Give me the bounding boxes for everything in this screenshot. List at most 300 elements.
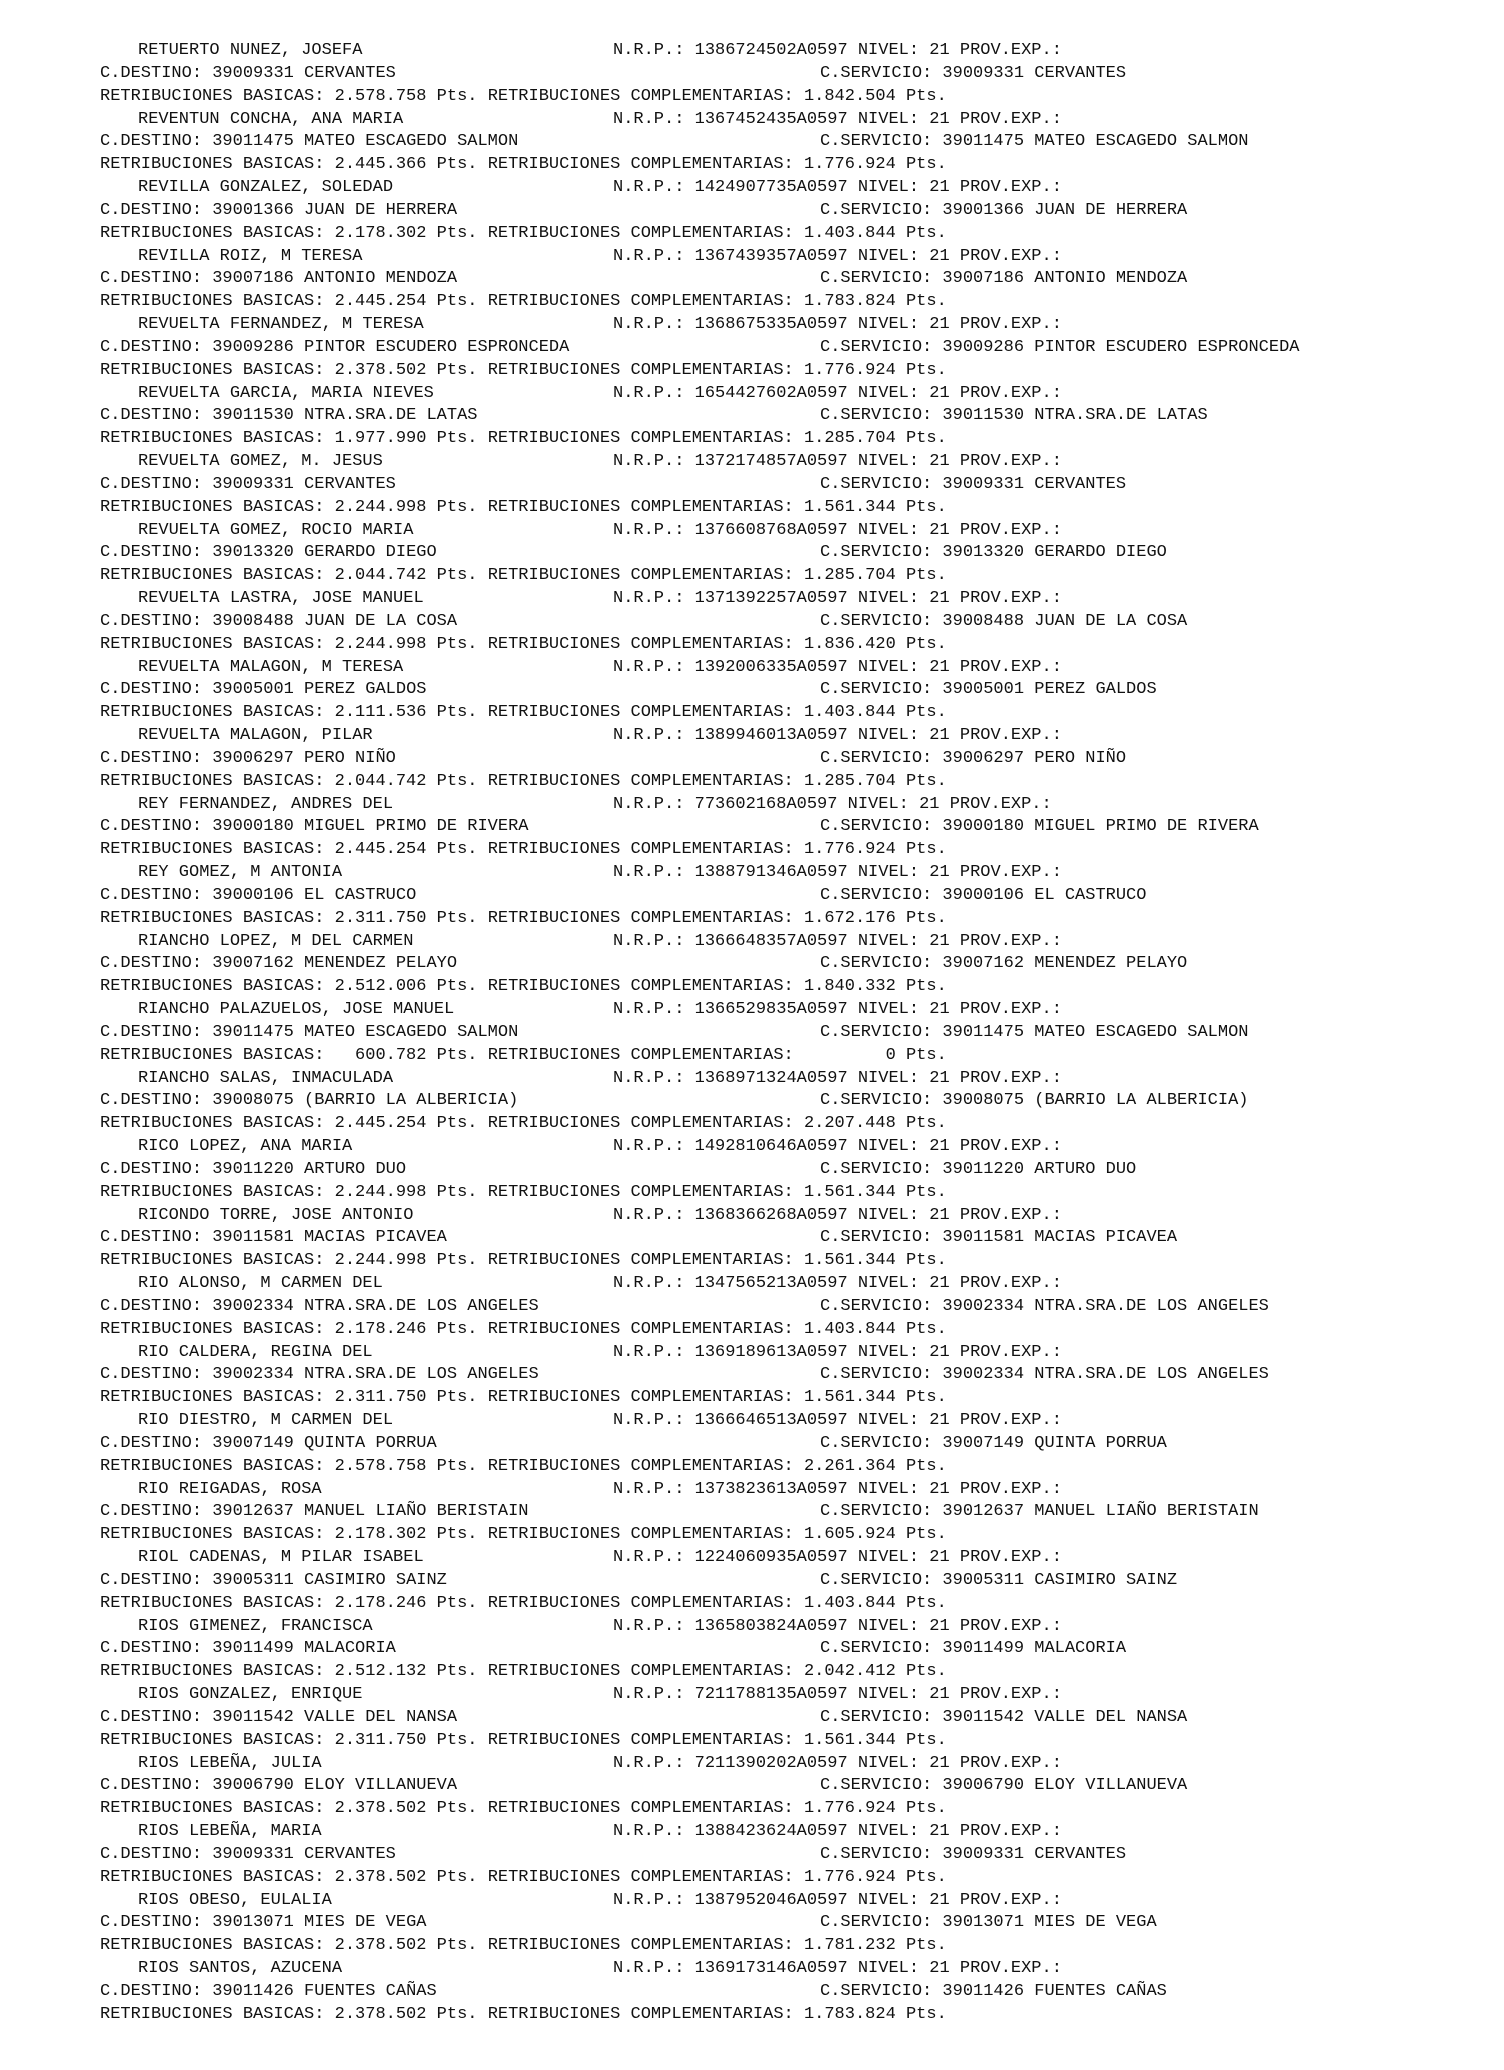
complementarias-label: RETRIBUCIONES COMPLEMENTARIAS:: [487, 1799, 794, 1819]
servicio-line: [820, 474, 1126, 496]
servicio-label: C.SERVICIO:: [820, 1844, 933, 1864]
nivel-label: NIVEL:: [857, 383, 920, 403]
destino-value: 39013071 MIES DE VEGA: [212, 1913, 427, 1933]
staff-name: RETUERTO NUNEZ, JOSEFA: [138, 41, 363, 60]
servicio-line: [820, 1912, 1157, 1934]
nrp-value: 1366529835A0597: [694, 1000, 848, 1019]
staff-record: [100, 177, 1480, 246]
complementarias-label: RETRIBUCIONES COMPLEMENTARIAS:: [487, 1662, 794, 1682]
nrp-value: 1368366268A0597: [694, 1205, 848, 1225]
destino-label: C.DESTINO:: [100, 269, 203, 289]
pts-unit: Pts.: [905, 1867, 947, 1887]
complementarias-label: RETRIBUCIONES COMPLEMENTARIAS:: [487, 429, 794, 449]
destino-value: 39011542 VALLE DEL NANSA: [212, 1707, 458, 1727]
staff-record: [100, 520, 1480, 589]
pts-unit: Pts.: [436, 360, 478, 380]
nrp-level-line: [613, 177, 1062, 199]
complementarias-label: RETRIBUCIONES COMPLEMENTARIAS:: [487, 2004, 794, 2024]
servicio-label: C.SERVICIO:: [820, 1433, 933, 1453]
complementarias-label: RETRIBUCIONES COMPLEMENTARIAS:: [487, 1525, 794, 1545]
servicio-line: [820, 1570, 1177, 1592]
servicio-value: 39011499 MALACORIA: [942, 1639, 1127, 1659]
nivel-value: 21: [929, 1959, 950, 1978]
destino-label: C.DESTINO:: [100, 1159, 203, 1179]
pts-unit: Pts.: [905, 908, 947, 928]
nrp-level-line: [613, 1410, 1062, 1432]
retribuciones-line: [100, 1867, 947, 1889]
prov-exp-label: PROV.EXP.:: [959, 246, 1062, 266]
nivel-value: 21: [929, 1890, 950, 1910]
nrp-label: N.R.P.:: [613, 1753, 685, 1773]
prov-exp-label: PROV.EXP.:: [959, 1205, 1062, 1225]
pts-unit: Pts.: [436, 429, 478, 449]
nivel-label: NIVEL:: [857, 246, 920, 266]
nrp-label: N.R.P.:: [613, 657, 685, 677]
staff-record: [100, 657, 1480, 726]
nrp-level-line: [613, 725, 1062, 747]
complementarias-value: 1.403.844: [803, 703, 896, 723]
basicas-value: 1.977.990: [334, 429, 427, 449]
pts-unit: Pts.: [436, 1730, 478, 1750]
nivel-value: 21: [929, 1137, 950, 1156]
nivel-label: NIVEL:: [857, 109, 920, 129]
nivel-label: NIVEL:: [857, 1000, 920, 1019]
nrp-value: 1224060935A0597: [694, 1548, 848, 1567]
complementarias-value: 1.605.924: [803, 1525, 896, 1545]
complementarias-value: 1.776.924: [803, 155, 896, 175]
destino-label: C.DESTINO:: [100, 63, 203, 83]
complementarias-value: 1.285.704: [803, 771, 896, 791]
nrp-label: N.R.P.:: [613, 41, 685, 60]
nrp-value: 1367452435A0597: [694, 109, 848, 129]
servicio-label: C.SERVICIO:: [820, 1776, 933, 1796]
destino-label: C.DESTINO:: [100, 1365, 203, 1385]
retribuciones-line: [100, 1387, 947, 1409]
nivel-label: NIVEL:: [857, 1137, 920, 1156]
staff-record: [100, 1753, 1480, 1822]
nrp-level-line: [613, 1205, 1062, 1227]
nivel-label: NIVEL:: [847, 794, 909, 814]
staff-name: RIOS GIMENEZ, FRANCISCA: [138, 1616, 373, 1636]
servicio-line: [820, 1775, 1187, 1797]
nrp-level-line: [613, 1821, 1062, 1843]
pts-unit: Pts.: [905, 155, 947, 175]
prov-exp-label: PROV.EXP.:: [959, 1685, 1062, 1704]
nivel-label: NIVEL:: [857, 1685, 920, 1704]
pts-unit: Pts.: [436, 1662, 478, 1682]
nrp-label: N.R.P.:: [613, 726, 685, 745]
destino-line: [100, 1090, 518, 1112]
nrp-level-line: [613, 588, 1062, 610]
servicio-line: [820, 1981, 1167, 2003]
destino-line: [100, 1227, 447, 1249]
servicio-line: [820, 1501, 1259, 1523]
destino-value: 39006297 PERO NIÑO: [212, 748, 396, 768]
complementarias-label: RETRIBUCIONES COMPLEMENTARIAS:: [487, 908, 794, 928]
retribuciones-line: [100, 1113, 947, 1135]
retribuciones-line: [100, 86, 947, 108]
destino-value: 39011475 MATEO ESCAGEDO SALMON: [212, 1022, 519, 1042]
pts-unit: Pts.: [905, 566, 947, 586]
staff-name: REVUELTA LASTRA, JOSE MANUEL: [138, 589, 424, 608]
nivel-label: NIVEL:: [857, 1822, 920, 1841]
pts-unit: Pts.: [905, 497, 947, 517]
servicio-value: 39000180 MIGUEL PRIMO DE RIVERA: [942, 817, 1259, 837]
basicas-value: 2.445.366: [334, 155, 427, 175]
pts-unit: Pts.: [436, 1182, 478, 1202]
staff-record: [100, 1821, 1480, 1890]
servicio-value: 39011220 ARTURO DUO: [942, 1159, 1137, 1179]
pts-unit: Pts.: [905, 1182, 947, 1202]
complementarias-value: 1.561.344: [803, 1730, 896, 1750]
complementarias-value: 1.842.504: [803, 86, 896, 106]
retribuciones-line: [100, 428, 947, 450]
nrp-level-line: [613, 931, 1062, 953]
nrp-level-line: [613, 1753, 1062, 1775]
basicas-label: RETRIBUCIONES BASICAS:: [100, 360, 325, 380]
pts-unit: Pts.: [905, 1730, 947, 1750]
nrp-label: N.R.P.:: [613, 1000, 685, 1019]
complementarias-value: 1.285.704: [803, 429, 896, 449]
servicio-value: 39005001 PEREZ GALDOS: [942, 680, 1157, 700]
staff-name: RIOS GONZALEZ, ENRIQUE: [138, 1685, 363, 1704]
nivel-value: 21: [929, 315, 950, 334]
destino-value: 39000106 EL CASTRUCO: [212, 885, 417, 905]
destino-label: C.DESTINO:: [100, 1776, 203, 1796]
nrp-value: 1366646513A0597: [694, 1411, 848, 1430]
destino-line: [100, 542, 437, 564]
pts-unit: Pts.: [905, 1936, 947, 1956]
retribuciones-line: [100, 1182, 947, 1204]
destino-value: 39012637 MANUEL LIAÑO BERISTAIN: [212, 1502, 529, 1522]
retribuciones-line: [100, 634, 947, 656]
nivel-value: 21: [929, 931, 950, 951]
destino-value: 39011475 MATEO ESCAGEDO SALMON: [212, 132, 519, 152]
basicas-value: 2.445.254: [334, 292, 427, 312]
retribuciones-line: [100, 1319, 947, 1341]
nrp-value: 1389946013A0597: [694, 726, 848, 745]
staff-name: REVUELTA GOMEZ, M. JESUS: [138, 452, 383, 471]
nivel-value: 21: [929, 41, 950, 60]
destino-line: [100, 337, 569, 359]
staff-name: REVUELTA MALAGON, M TERESA: [138, 657, 404, 677]
pts-unit: Pts.: [436, 1525, 478, 1545]
destino-label: C.DESTINO:: [100, 1502, 203, 1522]
nrp-value: 1347565213A0597: [694, 1274, 848, 1293]
retribuciones-line: [100, 223, 947, 245]
nivel-label: NIVEL:: [857, 1479, 920, 1499]
nivel-value: 21: [929, 1342, 950, 1362]
pts-unit: Pts.: [905, 1662, 947, 1682]
servicio-label: C.SERVICIO:: [820, 954, 933, 974]
staff-name: RIOS SANTOS, AZUCENA: [138, 1959, 343, 1978]
staff-record: [100, 1136, 1480, 1205]
servicio-line: [820, 1364, 1269, 1386]
prov-exp-label: PROV.EXP.:: [949, 794, 1052, 814]
complementarias-value: 1.783.824: [803, 292, 896, 312]
pts-unit: Pts.: [436, 1799, 478, 1819]
servicio-line: [820, 1090, 1248, 1112]
destino-line: [100, 1775, 457, 1797]
destino-line: [100, 131, 518, 153]
servicio-line: [820, 611, 1187, 633]
pts-unit: Pts.: [436, 1936, 478, 1956]
retribuciones-line: [100, 908, 947, 930]
prov-exp-label: PROV.EXP.:: [959, 726, 1062, 745]
servicio-line: [820, 268, 1187, 290]
basicas-label: RETRIBUCIONES BASICAS:: [100, 1525, 325, 1545]
servicio-value: 39005311 CASIMIRO SAINZ: [942, 1570, 1178, 1590]
nrp-label: N.R.P.:: [613, 1959, 685, 1978]
destino-value: 39011426 FUENTES CAÑAS: [212, 1981, 437, 2001]
staff-record: [100, 383, 1480, 452]
destino-line: [100, 748, 396, 770]
destino-label: C.DESTINO:: [100, 1844, 203, 1864]
servicio-label: C.SERVICIO:: [820, 680, 933, 700]
prov-exp-label: PROV.EXP.:: [959, 452, 1062, 471]
nivel-label: NIVEL:: [857, 520, 920, 540]
basicas-value: 2.578.758: [334, 1456, 427, 1476]
pts-unit: Pts.: [436, 1319, 478, 1339]
record-list: [100, 40, 1480, 2027]
servicio-line: [820, 748, 1126, 770]
nivel-value: 21: [929, 1068, 950, 1088]
servicio-value: 39008488 JUAN DE LA COSA: [942, 611, 1188, 631]
prov-exp-label: PROV.EXP.:: [959, 41, 1062, 60]
destino-line: [100, 679, 426, 701]
staff-name: RIANCHO PALAZUELOS, JOSE MANUEL: [138, 1000, 455, 1019]
nivel-label: NIVEL:: [857, 1411, 920, 1430]
retribuciones-line: [100, 1524, 947, 1546]
basicas-label: RETRIBUCIONES BASICAS:: [100, 977, 325, 997]
destino-line: [100, 1981, 437, 2003]
prov-exp-label: PROV.EXP.:: [959, 1274, 1062, 1293]
nrp-label: N.R.P.:: [613, 383, 685, 403]
destino-label: C.DESTINO:: [100, 1433, 203, 1453]
complementarias-label: RETRIBUCIONES COMPLEMENTARIAS:: [487, 1730, 794, 1750]
prov-exp-label: PROV.EXP.:: [959, 1342, 1062, 1362]
basicas-value: 2.378.502: [334, 1936, 427, 1956]
nrp-level-line: [613, 451, 1062, 473]
destino-label: C.DESTINO:: [100, 885, 203, 905]
basicas-label: RETRIBUCIONES BASICAS:: [100, 497, 325, 517]
servicio-value: 39009331 CERVANTES: [942, 1844, 1127, 1864]
staff-name: REVILLA ROIZ, M TERESA: [138, 246, 363, 266]
pts-unit: Pts.: [436, 292, 478, 312]
servicio-line: [820, 1296, 1269, 1318]
basicas-value: 2.178.302: [334, 1525, 427, 1545]
servicio-value: 39007162 MENENDEZ PELAYO: [942, 954, 1188, 974]
destino-line: [100, 405, 477, 427]
nivel-value: 21: [929, 383, 950, 403]
prov-exp-label: PROV.EXP.:: [959, 1616, 1062, 1636]
basicas-label: RETRIBUCIONES BASICAS:: [100, 155, 325, 175]
retribuciones-line: [100, 976, 947, 998]
nivel-label: NIVEL:: [857, 1068, 920, 1088]
destino-value: 39001366 JUAN DE HERRERA: [212, 200, 458, 220]
nrp-label: N.R.P.:: [613, 452, 685, 471]
complementarias-value: 1.776.924: [803, 840, 896, 860]
servicio-label: C.SERVICIO:: [820, 1639, 933, 1659]
nrp-label: N.R.P.:: [613, 589, 685, 608]
complementarias-value: 1.403.844: [803, 1593, 896, 1613]
pts-unit: Pts.: [436, 977, 478, 997]
basicas-value: 600.782: [334, 1045, 427, 1065]
pts-unit: Pts.: [436, 1251, 478, 1271]
destino-label: C.DESTINO:: [100, 474, 203, 494]
destino-label: C.DESTINO:: [100, 680, 203, 700]
destino-label: C.DESTINO:: [100, 1570, 203, 1590]
staff-name: RIOS OBESO, EULALIA: [138, 1890, 332, 1910]
servicio-value: 39009331 CERVANTES: [942, 474, 1127, 494]
pts-unit: Pts.: [436, 703, 478, 723]
servicio-value: 39012637 MANUEL LIAÑO BERISTAIN: [942, 1502, 1259, 1522]
destino-line: [100, 1364, 539, 1386]
complementarias-label: RETRIBUCIONES COMPLEMENTARIAS:: [487, 1388, 794, 1408]
nrp-value: 1388423624A0597: [694, 1822, 848, 1841]
nivel-value: 21: [929, 1205, 950, 1225]
servicio-label: C.SERVICIO:: [820, 406, 933, 426]
nrp-value: 1392006335A0597: [694, 657, 848, 677]
servicio-value: 39011530 NTRA.SRA.DE LATAS: [942, 406, 1208, 426]
complementarias-label: RETRIBUCIONES COMPLEMENTARIAS:: [487, 1936, 794, 1956]
staff-record: [100, 1479, 1480, 1548]
complementarias-label: RETRIBUCIONES COMPLEMENTARIAS:: [487, 1456, 794, 1476]
pts-unit: Pts.: [436, 1114, 478, 1134]
complementarias-value: 1.776.924: [803, 360, 896, 380]
servicio-value: 39000106 EL CASTRUCO: [942, 885, 1147, 905]
staff-record: [100, 1890, 1480, 1959]
nrp-value: 7211390202A0597: [694, 1753, 848, 1773]
servicio-label: C.SERVICIO:: [820, 1707, 933, 1727]
nrp-label: N.R.P.:: [613, 794, 685, 814]
servicio-value: 39011475 MATEO ESCAGEDO SALMON: [942, 1022, 1249, 1042]
complementarias-label: RETRIBUCIONES COMPLEMENTARIAS:: [487, 566, 794, 586]
basicas-value: 2.378.502: [334, 1867, 427, 1887]
nrp-label: N.R.P.:: [613, 109, 685, 129]
destino-label: C.DESTINO:: [100, 1913, 203, 1933]
nivel-label: NIVEL:: [857, 178, 920, 197]
destino-value: 39009331 CERVANTES: [212, 1844, 396, 1864]
nrp-level-line: [613, 314, 1062, 336]
nivel-value: 21: [929, 520, 950, 540]
destino-value: 39006790 ELOY VILLANUEVA: [212, 1776, 458, 1796]
prov-exp-label: PROV.EXP.:: [959, 863, 1062, 882]
basicas-value: 2.178.246: [334, 1593, 427, 1613]
staff-record: [100, 1547, 1480, 1616]
nrp-label: N.R.P.:: [613, 1685, 685, 1704]
basicas-value: 2.044.742: [334, 771, 427, 791]
staff-name: REVUELTA GOMEZ, ROCIO MARIA: [138, 520, 414, 540]
nivel-value: 21: [929, 1822, 950, 1841]
complementarias-value: 1.840.332: [803, 977, 896, 997]
destino-value: 39008075 (BARRIO LA ALBERICIA): [212, 1091, 519, 1111]
prov-exp-label: PROV.EXP.:: [959, 1959, 1062, 1978]
basicas-label: RETRIBUCIONES BASICAS:: [100, 1388, 325, 1408]
prov-exp-label: PROV.EXP.:: [959, 589, 1062, 608]
destino-value: 39011530 NTRA.SRA.DE LATAS: [212, 406, 478, 426]
servicio-value: 39009331 CERVANTES: [942, 63, 1127, 83]
staff-name: REVUELTA FERNANDEZ, M TERESA: [138, 315, 424, 334]
servicio-label: C.SERVICIO:: [820, 817, 933, 837]
complementarias-label: RETRIBUCIONES COMPLEMENTARIAS:: [487, 840, 794, 860]
destino-line: [100, 1638, 396, 1660]
retribuciones-line: [100, 360, 947, 382]
nrp-label: N.R.P.:: [613, 1479, 685, 1499]
retribuciones-line: [100, 702, 947, 724]
destino-value: 39007149 QUINTA PORRUA: [212, 1433, 437, 1453]
servicio-line: [820, 679, 1157, 701]
prov-exp-label: PROV.EXP.:: [959, 1137, 1062, 1156]
nrp-value: 1368971324A0597: [694, 1068, 848, 1088]
basicas-value: 2.578.758: [334, 86, 427, 106]
nrp-level-line: [613, 1684, 1062, 1706]
servicio-line: [820, 1638, 1126, 1660]
servicio-line: [820, 885, 1146, 907]
pts-unit: Pts.: [436, 908, 478, 928]
basicas-value: 2.378.502: [334, 2004, 427, 2024]
servicio-value: 39008075 (BARRIO LA ALBERICIA): [942, 1091, 1249, 1111]
nivel-label: NIVEL:: [857, 657, 920, 677]
nivel-label: NIVEL:: [857, 1342, 920, 1362]
servicio-label: C.SERVICIO:: [820, 1228, 933, 1248]
destino-line: [100, 885, 416, 907]
pts-unit: Pts.: [905, 977, 947, 997]
servicio-label: C.SERVICIO:: [820, 748, 933, 768]
nivel-value: 21: [929, 1411, 950, 1430]
destino-line: [100, 1707, 457, 1729]
prov-exp-label: PROV.EXP.:: [959, 383, 1062, 403]
destino-line: [100, 1912, 426, 1934]
staff-record: [100, 1205, 1480, 1274]
complementarias-label: RETRIBUCIONES COMPLEMENTARIAS:: [487, 223, 794, 243]
retribuciones-line: [100, 1730, 947, 1752]
retribuciones-line: [100, 1456, 947, 1478]
nrp-level-line: [613, 246, 1062, 268]
retribuciones-line: [100, 771, 947, 793]
servicio-line: [820, 1159, 1136, 1181]
complementarias-value: 0: [803, 1045, 896, 1065]
servicio-value: 39006790 ELOY VILLANUEVA: [942, 1776, 1188, 1796]
staff-record: [100, 588, 1480, 657]
staff-record: [100, 1410, 1480, 1479]
servicio-value: 39006297 PERO NIÑO: [942, 748, 1127, 768]
staff-name: RICO LOPEZ, ANA MARIA: [138, 1137, 353, 1156]
nivel-value: 21: [929, 1479, 950, 1499]
complementarias-label: RETRIBUCIONES COMPLEMENTARIAS:: [487, 771, 794, 791]
complementarias-label: RETRIBUCIONES COMPLEMENTARIAS:: [487, 292, 794, 312]
nrp-level-line: [613, 1890, 1062, 1912]
nrp-level-line: [613, 862, 1062, 884]
complementarias-value: 1.776.924: [803, 1867, 896, 1887]
staff-name: REY GOMEZ, M ANTONIA: [138, 863, 343, 882]
nivel-value: 21: [929, 1274, 950, 1293]
servicio-line: [820, 337, 1299, 359]
complementarias-value: 1.836.420: [803, 634, 896, 654]
basicas-value: 2.111.536: [334, 703, 427, 723]
basicas-label: RETRIBUCIONES BASICAS:: [100, 1251, 325, 1271]
servicio-label: C.SERVICIO:: [820, 1913, 933, 1933]
destino-line: [100, 1433, 437, 1455]
servicio-label: C.SERVICIO:: [820, 1570, 933, 1590]
destino-label: C.DESTINO:: [100, 748, 203, 768]
nivel-value: 21: [929, 178, 950, 197]
nrp-label: N.R.P.:: [613, 178, 685, 197]
nrp-label: N.R.P.:: [613, 1342, 685, 1362]
pts-unit: Pts.: [905, 2004, 947, 2024]
basicas-label: RETRIBUCIONES BASICAS:: [100, 2004, 325, 2024]
nrp-label: N.R.P.:: [613, 863, 685, 882]
